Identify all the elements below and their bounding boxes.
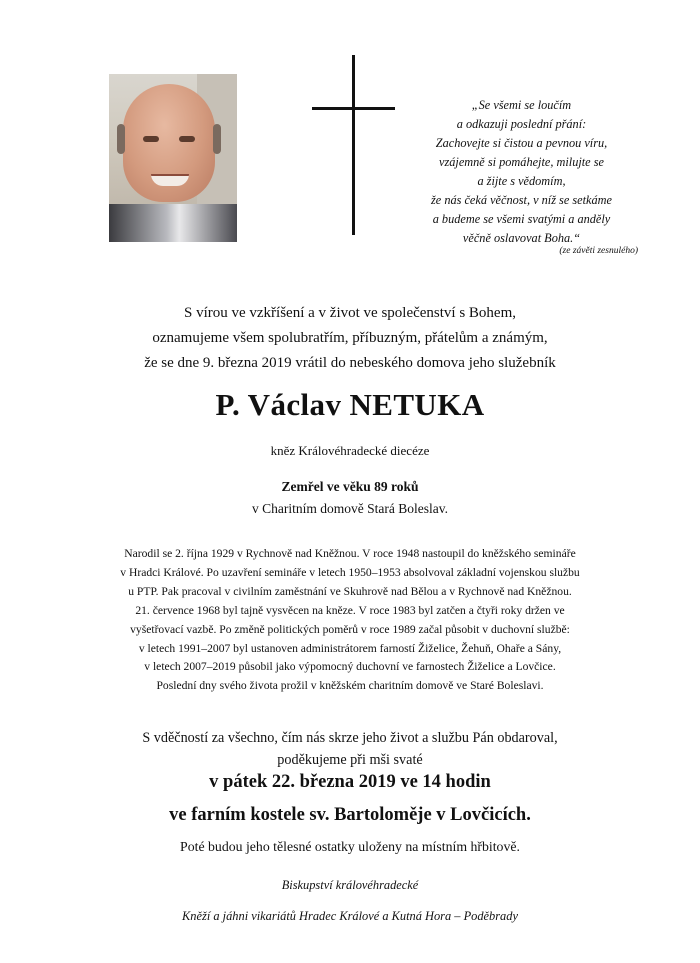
quote-line: že nás čeká věčnost, v níž se setkáme (431, 193, 612, 207)
quote-line: a odkazuji poslední přání: (456, 117, 587, 131)
portrait-hair-left (117, 124, 125, 154)
bio-line: v letech 1991–2007 byl ustanoven administrátorem farností Žiželice, Žehuň, Ohaře a Sány, (138, 641, 562, 655)
signature-clergy: Kněží a jáhni vikariátů Hradec Králové a Kutná Hora – Poděbrady (182, 909, 518, 923)
thanks-line: S vděčností za všechno, čím nás skrze jeho život a službu Pán obdaroval, (142, 730, 558, 746)
portrait-eye-left (143, 136, 159, 142)
bio-line: u PTP. Pak pracoval v civilním zaměstnání ve Skuhrově nad Bělou a v Rychnově nad Kněžnou. (128, 584, 572, 598)
bio-line: 21. července 1968 byl tajně vysvěcen na kněze. V roce 1983 byl zatčen a čtyři roky držen ve (135, 603, 565, 617)
cross-icon-vertical (352, 55, 355, 235)
announcement-intro (0, 301, 700, 376)
quote-line: a žijte s vědomím, (477, 174, 566, 188)
bio-line: v letech 2007–2019 působil jako výpomocný duchovní ve farnostech Žiželice a Lovčice. (144, 660, 556, 674)
quote-source: (ze závěti zesnulého) (559, 246, 638, 256)
signature-diocese: Biskupství královéhradecké (281, 878, 419, 892)
quote-line: Zachovejte si čistou a pevnou víru, (435, 136, 608, 150)
quote-line: „Se všemi se loučím (471, 98, 572, 112)
cross-icon-horizontal (312, 107, 395, 110)
bio-line: Poslední dny svého života prožil v kněžském charitním domově ve Staré Boleslavi. (156, 679, 544, 693)
thanks-line: poděkujeme při mši svaté (277, 752, 423, 768)
quote-line: věčně oslavovat Boha.“ (462, 231, 581, 245)
burial-note: Poté budou jeho tělesné ostatky uloženy na místním hřbitově. (180, 839, 520, 854)
intro-line: S vírou ve vzkříšení a v život ve společenství s Bohem, (183, 305, 517, 321)
death-age: Zemřel ve věku 89 roků (281, 479, 419, 494)
death-details (0, 476, 700, 520)
service-date: v pátek 22. března 2019 ve 14 hodin (209, 772, 491, 792)
bio-line: vyšetřovací vazbě. Po změně politických poměrů v roce 1989 začal působit v duchovní službě: (130, 622, 570, 636)
testament-quote (400, 96, 643, 248)
bio-line: Narodil se 2. října 1929 v Rychnově nad Kněžnou. V roce 1948 nastoupil do kněžského semináře (124, 547, 576, 560)
death-place: v Charitním domově Stará Boleslav. (252, 501, 448, 516)
intro-line: že se dne 9. března 2019 vrátil do nebeského domova jeho služebník (144, 355, 556, 371)
thanks-text (0, 727, 700, 771)
quote-line: vzájemně si pomáhejte, milujte se (439, 155, 604, 169)
service-place: ve farním kostele sv. Bartoloměje v Lovčicích. (169, 805, 531, 825)
bio-line: v Hradci Králové. Po uzavření semináře v letech 1950–1953 absolvoval základní vojenskou službu (120, 565, 580, 579)
quote-line: a budeme se všemi svatými a anděly (432, 212, 611, 226)
portrait-photo (109, 74, 237, 242)
portrait-hair-right (213, 124, 221, 154)
funeral-service (0, 766, 700, 832)
portrait-smile (151, 174, 189, 186)
portrait-eye-right (179, 136, 195, 142)
deceased-name: P. Václav NETUKA (215, 387, 485, 422)
portrait-shirt (109, 204, 237, 242)
deceased-role: kněz Královéhradecké diecéze (270, 443, 430, 458)
biography (76, 545, 624, 696)
intro-line: oznamujeme všem spolubratřím, příbuzným, přátelům a známým, (152, 330, 548, 346)
